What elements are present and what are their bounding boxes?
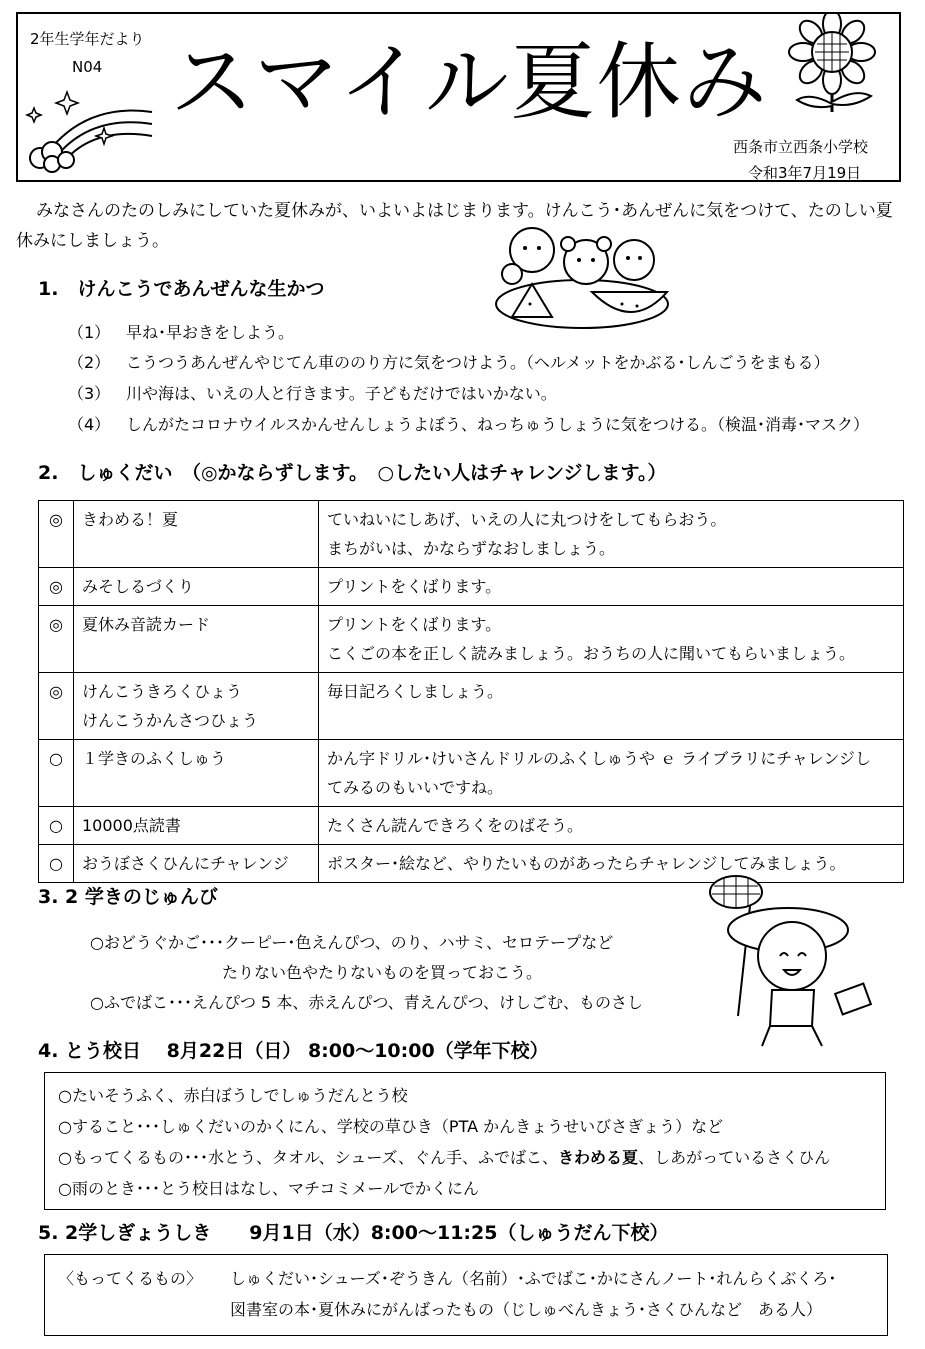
boy-bug-net-icon xyxy=(700,866,890,1052)
issue-date: 令和3年7月19日 xyxy=(748,164,862,182)
homework-desc: ていねいにしあげ、いえの人に丸つけをしてもらおう。 xyxy=(327,510,727,529)
table-row xyxy=(39,673,904,740)
homework-desc: プリントをくばります。 xyxy=(327,577,502,596)
section1-item-num: （4） xyxy=(68,415,111,434)
required-mark: ◎ xyxy=(39,606,74,673)
section1-heading: 1. けんこうであんぜんな生かつ xyxy=(38,278,325,300)
rainbow-stars-icon xyxy=(22,82,162,174)
animals-watermelon-icon xyxy=(492,222,672,332)
required-mark: ◎ xyxy=(39,568,74,606)
homework-desc: こくごの本を正しく読みましょう。おうちの人に聞いてもらいましょう。 xyxy=(327,644,856,663)
intro-text: みなさんのたのしみにしていた夏休みが、いよいよはじまります。けんこう･あんぜんに気をつけて、たのしい夏休みにしましょう。 xyxy=(16,201,893,251)
school-day-bring-line xyxy=(58,1142,830,1173)
school-day-line: ○雨のとき･･･とう校日はなし、マチコミメールでかくにん xyxy=(58,1179,480,1198)
homework-name: みそしるづくり xyxy=(82,577,194,596)
homework-desc: まちがいは、かならずなおしましょう。 xyxy=(327,539,616,558)
prep-line: ○おどうぐかご･･･クーピー･色えんぴつ、のり、ハサミ、セロテープなど xyxy=(90,933,614,952)
prep-line: ○ふでばこ･･･えんぴつ 5 本、赤えんぴつ、青えんぴつ、けしごむ、ものさし xyxy=(90,993,644,1012)
section5-heading: 5. 2学しぎょうしき 9月1日（水）8:00～11:25（しゅうだん下校） xyxy=(38,1222,669,1244)
homework-desc: たくさん読んできろくをのばそう。 xyxy=(327,816,584,835)
prep-line: たりない色やたりないものを買っておこう。 xyxy=(222,963,543,982)
section1-item-text: 早ね･早おきをしよう。 xyxy=(126,323,295,342)
section1-item-num: （2） xyxy=(68,353,111,372)
homework-table xyxy=(38,500,904,883)
homework-desc: プリントをくばります。 xyxy=(327,615,502,634)
table-row xyxy=(39,740,904,807)
ceremony-line: しゅくだい･シューズ･ぞうきん（名前）･ふでばこ･かにさんノート･れんらくぶくろ･ xyxy=(230,1269,837,1288)
homework-name: きわめる！夏 xyxy=(82,510,179,529)
page-title: スマイル夏休み xyxy=(170,33,769,131)
homework-name: けんこうかんさつひょう xyxy=(82,711,259,730)
homework-name: けんこうきろくひょう xyxy=(82,682,243,701)
table-row xyxy=(39,606,904,673)
homework-name: 夏休み音読カード xyxy=(82,615,211,634)
homework-desc: 毎日記ろくしましょう。 xyxy=(327,682,504,701)
section2-heading: 2. しゅくだい （◎かならずします。 ○したい人はチャレンジします。） xyxy=(38,462,667,484)
required-mark: ◎ xyxy=(39,501,74,568)
optional-mark: ○ xyxy=(39,807,74,845)
table-row xyxy=(39,807,904,845)
school-day-line: ○たいそうふく、赤白ぼうしでしゅうだんとう校 xyxy=(58,1086,408,1105)
school-day-line: ○すること･･･しゅくだいのかくにん、学校の草ひき（PTA かんきょうせいびさぎょう）など xyxy=(58,1117,724,1136)
sunflower-icon xyxy=(775,14,890,114)
section1-item-num: （3） xyxy=(68,384,111,403)
homework-desc: かん字ドリル･けいさんドリルのふくしゅうや ｅ ライブラリにチャレンジし xyxy=(327,749,871,768)
homework-desc: てみるのもいいですね。 xyxy=(327,778,504,797)
optional-mark: ○ xyxy=(39,845,74,883)
bring-bold: きわめる夏 xyxy=(558,1148,639,1167)
table-row xyxy=(39,501,904,568)
table-row xyxy=(39,568,904,606)
homework-name: おうぼさくひんにチャレンジ xyxy=(82,854,289,873)
homework-name: １学きのふくしゅう xyxy=(82,749,227,768)
homework-desc: ポスター･絵など、やりたいものがあったらチャレンジしてみましょう。 xyxy=(327,854,846,873)
bring-suffix: 、しあがっているさくひん xyxy=(638,1148,831,1167)
section1-item-text: しんがたコロナウイルスかんせんしょうよぼう、ねっちゅうしょうに気をつける。（検温･消毒･マスク） xyxy=(126,415,870,434)
section1-item-num: （1） xyxy=(68,323,111,342)
section3-heading: 3. 2 学きのじゅんび xyxy=(38,886,218,908)
grade-label: 2年生学年だより xyxy=(30,30,145,48)
section1-item-text: 川や海は、いえの人と行きます。子どもだけではいかない。 xyxy=(126,384,557,403)
bring-label: 〈もってくるもの〉 xyxy=(58,1269,203,1288)
bring-prefix: ○もってくるもの･･･水とう、タオル、シューズ、ぐん手、ふでばこ、 xyxy=(58,1148,559,1167)
school-name: 西条市立西条小学校 xyxy=(733,138,869,156)
optional-mark: ○ xyxy=(39,740,74,807)
issue-number: N04 xyxy=(72,58,103,76)
ceremony-line: 図書室の本･夏休みにがんばったもの（じしゅべんきょう･さくひんなど ある人） xyxy=(230,1300,823,1319)
required-mark: ◎ xyxy=(39,673,74,740)
homework-name: 10000点読書 xyxy=(82,816,181,835)
section4-heading: 4. とう校日 8月22日（日） 8:00～10:00（学年下校） xyxy=(38,1040,549,1062)
section1-item-text: こうつうあんぜんやじてん車ののり方に気をつけよう。（ヘルメットをかぶる･しんごうをまもる） xyxy=(126,353,830,372)
